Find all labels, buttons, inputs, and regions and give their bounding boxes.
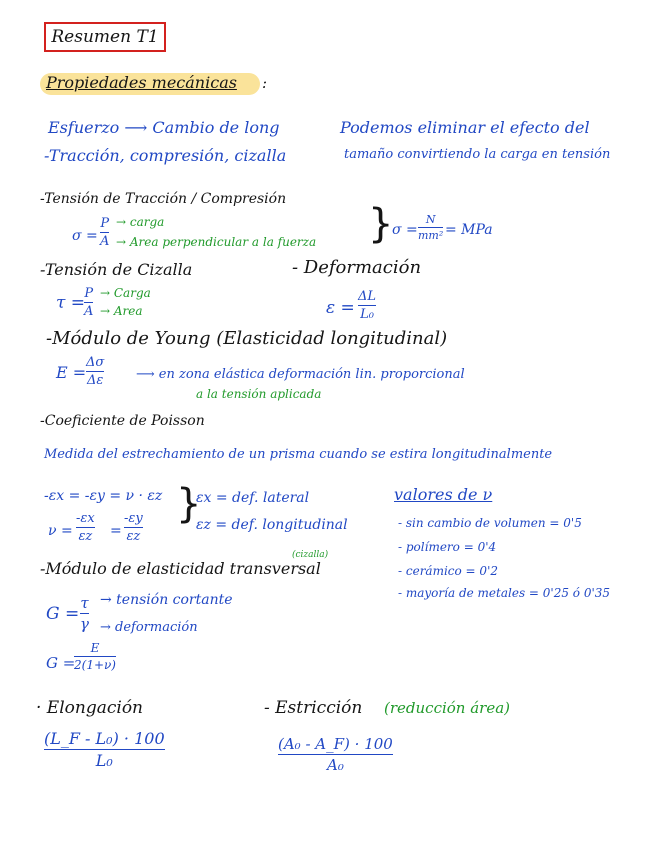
traccion-num: P [100,216,110,231]
traccion-brace: } [368,201,394,247]
young-den: Δε [86,373,104,388]
poisson-f2-num: -εy [124,511,143,526]
transversal-den: γ [80,615,89,633]
deformacion-heading: - Deformación [292,257,422,278]
page-title: Resumen T1 [44,22,166,52]
transversal-fraction [80,594,89,633]
valores-item: - sin cambio de volumen = 0'5 [398,516,582,530]
section-title: Propiedades mecánicas [46,73,237,92]
poisson-fraction-1 [76,511,95,544]
section-colon: : [262,74,268,92]
transversal-den-note: → deformación [100,620,198,635]
deformacion-den: L₀ [360,307,374,322]
poisson-equals: = [110,523,122,539]
poisson-heading: -Coeficiente de Poisson [40,413,205,429]
cizalla-den-note: → Area [100,304,143,318]
young-note2: a la tensión aplicada [196,387,322,401]
young-fraction [86,355,104,388]
traccion-unit-num: N [425,213,436,226]
poisson-f1-den: εz [78,529,93,544]
cizalla-den: A [84,304,94,319]
traccion-heading: -Tensión de Tracción / Compresión [40,191,287,207]
transversal-num-note: → tensión cortante [100,592,233,608]
poisson-f1-num: -εx [76,511,95,526]
cizalla-fraction [84,286,93,319]
traccion-den-note: → Area perpendicular a la fuerza [116,235,317,249]
transversal-fraction-2 [74,641,116,672]
young-num: Δσ [86,355,105,370]
transversal-G2: G = [46,654,76,672]
poisson-fraction-2 [124,511,143,544]
transversal-heading: -Módulo de elasticidad transversal [40,559,321,578]
transversal-num: τ [80,594,89,612]
traccion-fraction [100,216,109,249]
cizalla-num: P [84,286,94,301]
transversal-g2-den: 2(1+ν) [74,658,116,672]
traccion-num-note: → carga [116,215,165,229]
valores-item: - cerámico = 0'2 [398,564,498,578]
elongacion-fraction [44,729,165,770]
traccion-unit-den: mm² [418,229,444,242]
young-E: E = [56,363,87,382]
deformacion-fraction [358,289,376,322]
young-note1: ⟶ en zona elástica deformación lin. proporcional [136,367,465,382]
poisson-def2: εz = def. longitudinal [196,517,348,533]
estriccion-note: (reducción área) [384,699,511,717]
traccion-den: A [100,234,110,249]
young-heading: -Módulo de Young (Elasticidad longitudinal) [46,328,448,349]
estriccion-fraction [278,735,393,774]
traccion-unit-fraction [418,213,443,242]
deformacion-eps: ε = [326,298,355,318]
estriccion-heading: - Estricción [264,698,363,718]
elongacion-num: (L_F - L₀) · 100 [44,729,165,748]
traccion-unit-lhs: σ = [392,222,418,238]
poisson-def1: εx = def. lateral [196,490,310,506]
cizalla-num-note: → Carga [100,286,151,300]
intro-left-line1: Esfuerzo ⟶ Cambio de long [48,118,280,137]
poisson-f2-den: εz [126,529,141,544]
cizalla-heading: -Tensión de Cizalla [40,260,193,279]
intro-right-line2: tamaño convirtiendo la carga en tensión [344,147,611,162]
valores-item: - polímero = 0'4 [398,540,497,554]
poisson-line1: -εx = -εy = ν · εz [44,488,163,504]
poisson-nu: ν = [48,523,73,539]
estriccion-num: (A₀ - A_F) · 100 [278,735,393,753]
elongacion-den: L₀ [95,751,113,770]
valores-item: - mayoría de metales = 0'25 ó 0'35 [398,586,611,600]
poisson-desc: Medida del estrechamiento de un prisma cuando se estira longitudinalmente [44,447,553,462]
elongacion-heading: · Elongación [36,698,143,718]
intro-left-line2: -Tracción, compresión, cizalla [44,146,287,165]
deformacion-num: ΔL [358,289,377,304]
transversal-G1: G = [46,604,80,624]
traccion-unit-rhs: = MPa [445,222,493,238]
cizalla-tau: τ = [56,293,86,313]
valores-title: valores de ν [394,485,493,504]
intro-right-line1: Podemos eliminar el efecto del [340,118,590,137]
poisson-brace: } [176,481,202,527]
traccion-sigma: σ = [72,228,98,244]
transversal-note: (cizalla) [292,550,329,560]
transversal-g2-num: E [90,641,100,655]
estriccion-den: A₀ [326,756,344,774]
